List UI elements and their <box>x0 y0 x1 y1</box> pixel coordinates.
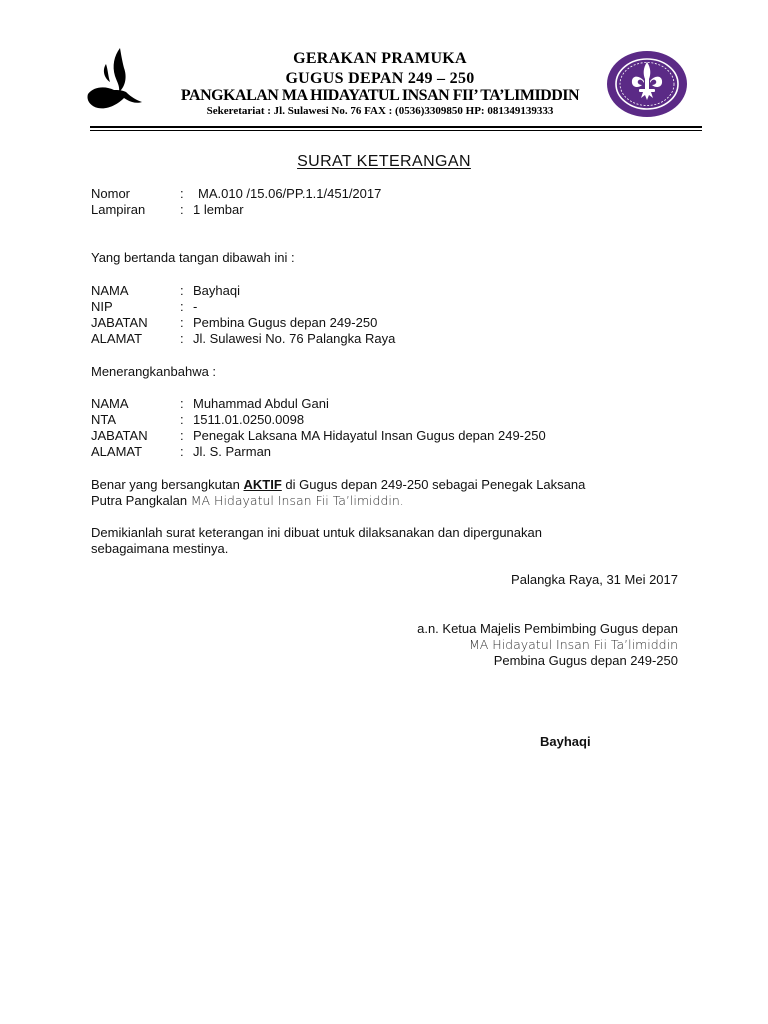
signer-nama-label: NAMA <box>91 283 129 298</box>
colon: : <box>180 315 184 330</box>
body-paragraph-2-line-1: Demikianlah surat keterangan ini dibuat untuk dilaksanakan dan dipergunakan <box>91 525 542 540</box>
colon: : <box>180 428 184 443</box>
intro-text: Yang bertanda tangan dibawah ini : <box>91 250 295 265</box>
aktif-emphasis: AKTIF <box>243 477 282 492</box>
signer-nip-value: - <box>193 299 198 314</box>
colon: : <box>180 331 184 346</box>
on-behalf-line: a.n. Ketua Majelis Pembimbing Gugus depan <box>417 621 678 636</box>
subject-alamat-value: Jl. S. Parman <box>193 444 272 459</box>
nomor-value: MA.010 /15.06/PP.1.1/451/2017 <box>198 186 382 201</box>
signer-alamat-value: Jl. Sulawesi No. 76 Palangka Raya <box>193 331 396 346</box>
subject-jabatan-label: JABATAN <box>91 428 148 443</box>
subject-nama-label: NAMA <box>91 396 129 411</box>
subject-nta-value: 1511.01.0250.0098 <box>193 412 305 427</box>
nomor-label: Nomor <box>91 186 131 201</box>
subject-jabatan-value: Penegak Laksana MA Hidayatul Insan Gugus depan 249-250 <box>193 428 546 443</box>
letterhead-org: GERAKAN PRAMUKA <box>293 50 467 67</box>
school-line: MA Hidayatul Insan Fii Ta’limiddin <box>468 637 678 652</box>
signer-alamat-label: ALAMAT <box>91 331 143 346</box>
letterhead-address: Sekeretariat : Jl. Sulawesi No. 76 FAX : (0536)3309850 HP: 081349139333 <box>206 105 554 117</box>
body-paragraph-2-line-2: sebagaimana mestinya. <box>91 541 229 556</box>
letterhead-rule-thick <box>90 126 702 128</box>
lampiran-value: 1 lembar <box>193 202 244 217</box>
body-paragraph-1-line-1: Benar yang bersangkutan AKTIF di Gugus depan 249-250 sebagai Penegak Laksana <box>91 477 586 492</box>
colon: : <box>180 396 184 411</box>
letterhead-base: PANGKALAN MA HIDAYATUL INSAN FII’ TA’LIMIDDIN <box>180 87 580 104</box>
colon: : <box>180 283 184 298</box>
tunas-kelapa-logo-icon <box>84 46 144 114</box>
colon: : <box>180 299 184 314</box>
colon: : <box>180 202 184 217</box>
colon: : <box>180 186 184 201</box>
signer-position: Pembina Gugus depan 249-250 <box>493 653 678 668</box>
signer-nama-value: Bayhaqi <box>193 283 240 298</box>
signer-jabatan-value: Pembina Gugus depan 249-250 <box>193 315 378 330</box>
subject-alamat-label: ALAMAT <box>91 444 143 459</box>
lampiran-label: Lampiran <box>91 202 146 217</box>
place-date: Palangka Raya, 31 Mei 2017 <box>511 572 678 587</box>
signer-nip-label: NIP <box>91 299 113 314</box>
states-text: Menerangkanbahwa : <box>91 364 217 379</box>
subject-nta-label: NTA <box>91 412 117 427</box>
letterhead-rule-thin <box>90 130 702 131</box>
body-paragraph-1-line-2: Putra Pangkalan MA Hidayatul Insan Fii Ta’limiddin. <box>91 493 404 508</box>
colon: : <box>180 412 184 427</box>
signer-name: Bayhaqi <box>540 734 591 749</box>
signer-jabatan-label: JABATAN <box>91 315 148 330</box>
letter-title: SURAT KETERANGAN <box>297 153 471 170</box>
colon: : <box>180 444 184 459</box>
subject-nama-value: Muhammad Abdul Gani <box>193 396 329 411</box>
letterhead-unit: GUGUS DEPAN 249 – 250 <box>285 70 475 87</box>
